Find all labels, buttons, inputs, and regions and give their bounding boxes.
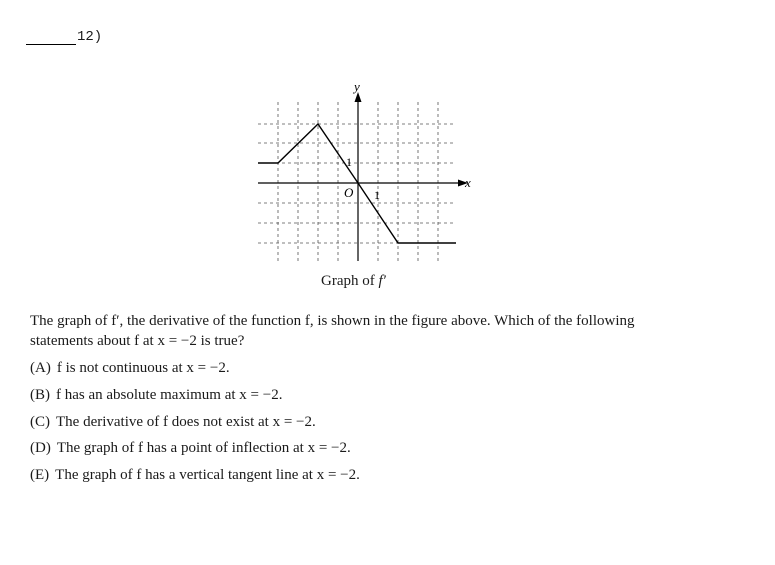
caption-function: f′	[378, 273, 386, 289]
stem-line-2: statements about f at x = −2 is true?	[30, 333, 245, 349]
choice-a[interactable]	[30, 358, 230, 378]
y-axis-label: y	[354, 79, 360, 94]
choice-text: f has an absolute maximum at x = −2.	[56, 387, 283, 403]
question-stem	[30, 311, 658, 351]
question-number	[26, 29, 102, 45]
choice-label: (E)	[30, 467, 50, 483]
graph-caption	[321, 273, 386, 290]
choice-text: The graph of f has a vertical tangent line at x = −2.	[55, 467, 360, 483]
choice-e[interactable]	[30, 465, 360, 485]
derivative-graph	[250, 78, 480, 268]
answer-blank	[26, 30, 76, 45]
choice-b[interactable]	[30, 385, 282, 405]
origin-label: O	[344, 185, 354, 200]
choice-text: The derivative of f does not exist at x = −2.	[56, 414, 316, 430]
caption-prefix: Graph of	[321, 273, 379, 289]
choice-label: (B)	[30, 387, 50, 403]
choice-text: f is not continuous at x = −2.	[56, 360, 230, 376]
x-tick-label: 1	[374, 188, 380, 202]
choice-label: (A)	[30, 360, 51, 376]
x-axis-label: x	[465, 175, 471, 190]
choice-text: The graph of f has a point of inflection at x = −2.	[56, 440, 351, 456]
y-tick-label: 1	[346, 155, 352, 169]
choice-label: (D)	[30, 440, 51, 456]
choice-d[interactable]	[30, 438, 351, 458]
choice-c[interactable]	[30, 412, 316, 432]
choice-label: (C)	[30, 414, 50, 430]
question-number-label: 12)	[77, 29, 103, 45]
stem-line-1: The graph of f′, the derivative of the function f, is shown in the figure above. Which of the following	[30, 313, 635, 329]
